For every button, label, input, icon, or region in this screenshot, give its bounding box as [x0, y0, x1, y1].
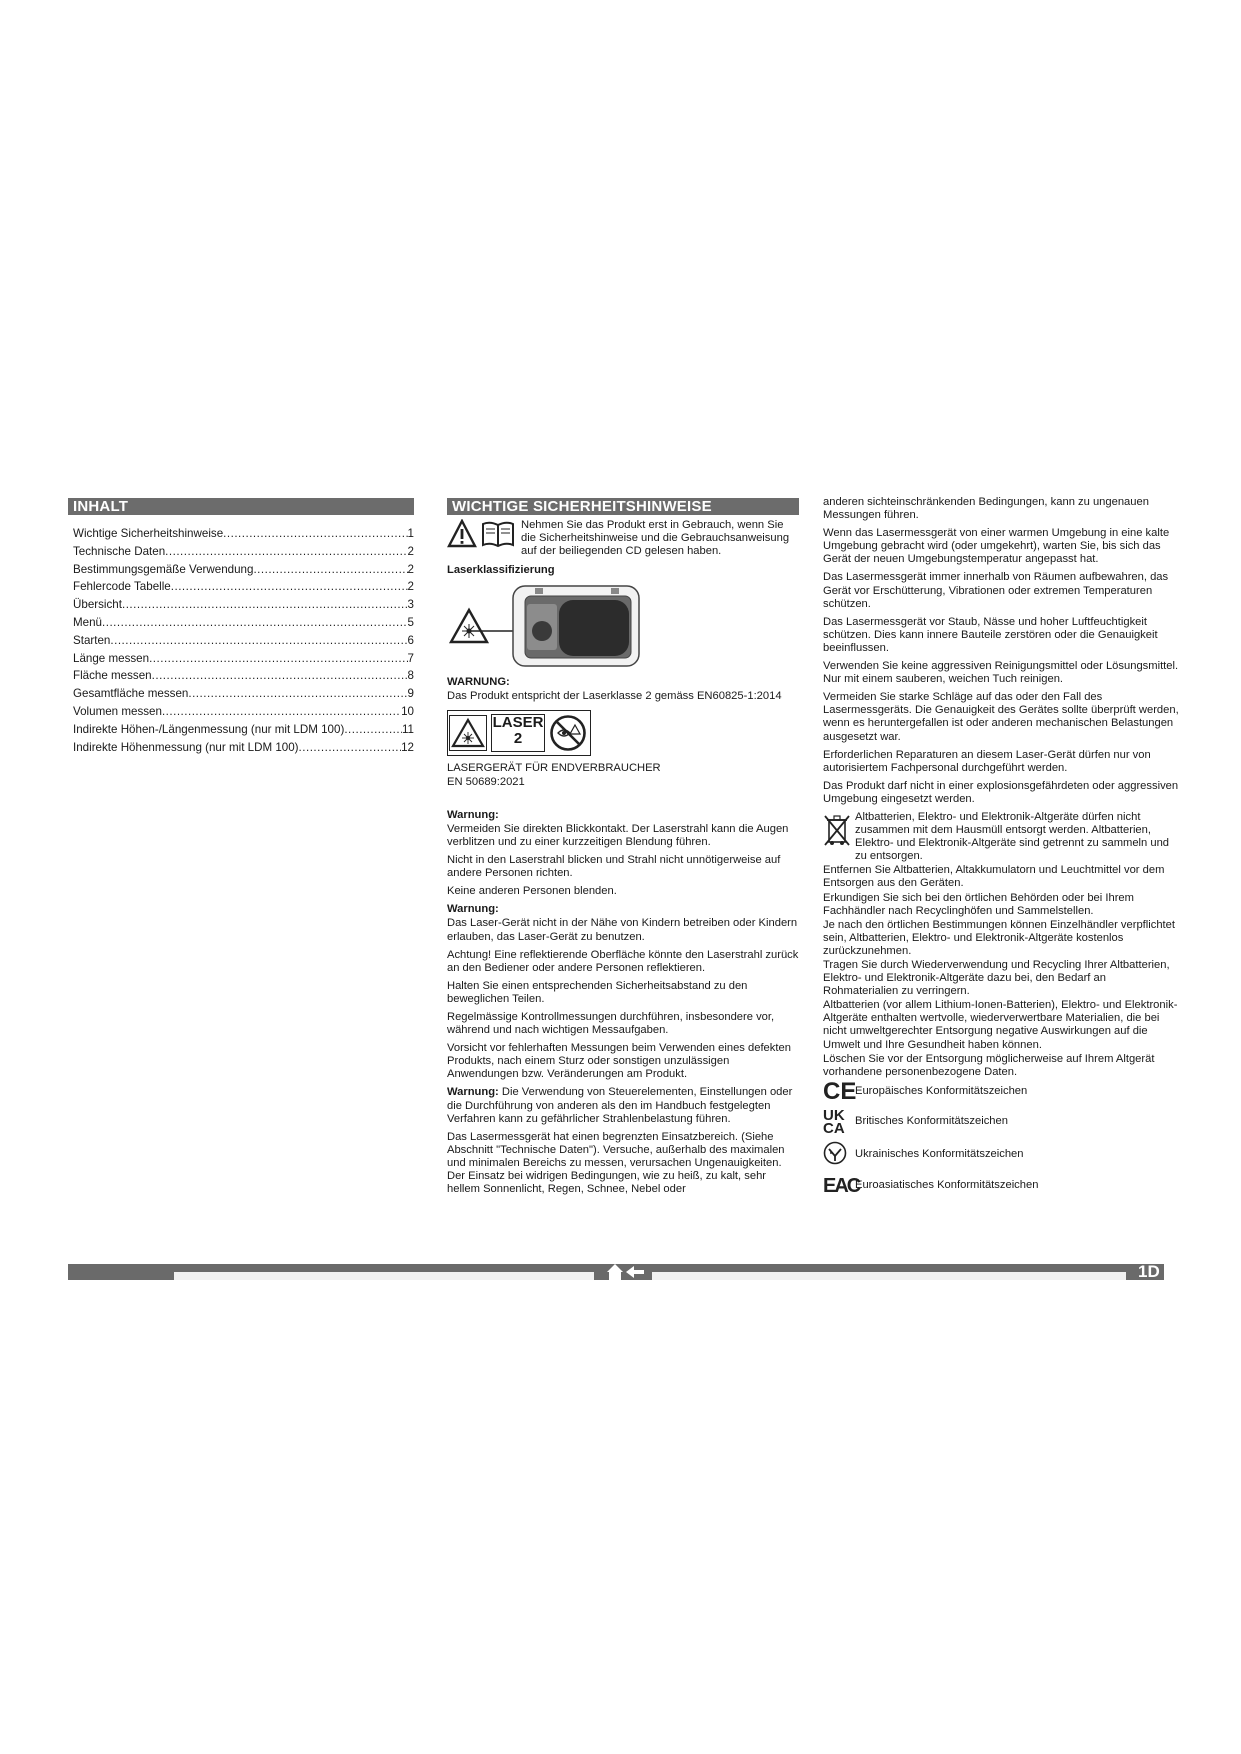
toc-entry-page: 10: [401, 704, 414, 718]
toc-entry-page: 2: [407, 544, 414, 558]
safety-paragraph: Achtung! Eine reflektierende Oberfläche könnte den Laserstrahl zurück an den Bediener oder andere Personen reflektieren.: [447, 948, 799, 974]
toc-entry-label: Volumen messen: [73, 704, 162, 718]
toc-leader-dots: [223, 525, 407, 543]
toc-entry-label: Fehlercode Tabelle: [73, 580, 171, 594]
info-paragraph: anderen sichteinschränkenden Bedingungen, kann zu ungenauen Messungen führen.: [823, 496, 1149, 522]
toc-entry[interactable]: [73, 578, 414, 596]
toc-entry[interactable]: [73, 543, 414, 561]
toc-title: INHALT: [68, 498, 414, 515]
toc-leader-dots: [165, 543, 407, 561]
toc-entry-page: 9: [407, 687, 414, 701]
toc-entry-label: Übersicht: [73, 598, 122, 612]
toc-entry[interactable]: [73, 596, 414, 614]
ukca-mark-icon: UK CA: [823, 1106, 845, 1137]
ua-text: Ukrainisches Konformitätszeichen: [855, 1148, 1024, 1161]
laser-class-text: LASER 2: [491, 714, 545, 752]
safety-paragraph: Warnung: Die Verwendung von Steuerelementen, Einstellungen oder die Durchführung von anderen als den im Handbuch festgelegten Verfahren kann zu gefährlicher Strahlenbelastung führen.: [447, 1086, 793, 1125]
toc-entry-page: 3: [407, 598, 414, 612]
ce-text: Europäisches Konformitätszeichen: [855, 1085, 1028, 1098]
toc-entry-page: 5: [407, 615, 414, 629]
info-paragraph: Das Lasermessgerät immer innerhalb von Räumen aufbewahren, das Gerät vor Erschütterung, Vibrationen oder extremen Temperaturen schützen.: [823, 571, 1169, 610]
toc-leader-dots: [344, 721, 402, 739]
laser-class-heading: Laserklassifizierung: [447, 564, 555, 577]
toc-entry-page: 7: [407, 651, 414, 665]
weee-block: [823, 811, 1183, 864]
toc-entry-page: 1: [407, 527, 414, 540]
weee-text: Altbatterien, Elektro- und Elektronik-Altgeräte dürfen nicht zusammen mit dem Hausmüll entsorgt werden. Altbatterien, Elektro- und Elektronik-Altgeräte sind getrennt zu sammeln und zu entsorgen.: [855, 810, 1170, 863]
toc-entry-page: 2: [407, 562, 414, 576]
no-stare-into-beam-icon: [549, 714, 587, 752]
safety-paragraph: Vermeiden Sie direkten Blickkontakt. Der Laserstrahl kann die Augen verblitzen und zu einer kurzzeitigen Blendung führen.: [447, 822, 789, 848]
safety-paragraph: Keine anderen Personen blenden.: [447, 885, 617, 898]
toc-leader-dots: [102, 614, 408, 632]
toc-entry-label: Bestimmungsgemäße Verwendung: [73, 562, 254, 576]
ua-conformity-icon: [823, 1141, 847, 1165]
home-back-icon[interactable]: [604, 1262, 650, 1282]
safety-paragraph: Regelmässige Kontrollmessungen durchführen, insbesondere vor, während und nach wichtigen Messaufgaben.: [447, 1010, 775, 1037]
info-paragraph: Altbatterien (vor allem Lithium-Ionen-Batterien), Elektro- und Elektronik-Altgeräte enthalten wertvolle, wiederverwertbare Materialien, die bei nicht umweltgerechter Entsorgung negative Auswirkungen auf die Umwelt und Ihre Gesundheit haben können.: [823, 999, 1178, 1051]
toc-leader-dots: [188, 685, 407, 703]
ukca-row: [823, 1106, 1183, 1137]
safety-intro: [447, 519, 799, 558]
info-paragraph: Das Produkt darf nicht in einer explosionsgefährdeten oder aggressiven Umgebung eingesetzt werden.: [823, 779, 1179, 805]
info-paragraph: Erforderlichen Reparaturen an diesem Laser-Gerät dürfen nur von autorisiertem Fachpersonal durchgeführt werden.: [823, 748, 1151, 774]
info-paragraph: Wenn das Lasermessgerät von einer warmen Umgebung in eine kalte Umgebung gebracht wird (oder umgekehrt), warten Sie, bis sich das Gerät der neuen Umgebungstemperatur angepasst hat.: [823, 527, 1170, 566]
toc-entry-label: Gesamtfläche messen: [73, 687, 189, 701]
device-illustration: [447, 582, 799, 670]
toc-entry-label: Länge messen: [73, 651, 150, 665]
toc-entry-page: 6: [407, 633, 414, 647]
warnung-heading-2: Warnung:: [447, 903, 499, 916]
safety-intro-text: Nehmen Sie das Produkt erst in Gebrauch, wenn Sie die Sicherheitshinweise und die Gebrauchsanweisung auf der beiliegenden CD gelesen haben.: [521, 519, 790, 558]
crossed-bin-icon: [823, 813, 851, 847]
toc-entry-page: 8: [407, 669, 414, 683]
safety-paragraph: Das Laser-Gerät nicht in der Nähe von Kindern betreiben oder Kindern erlauben, das Laser-Gerät zu benutzen.: [447, 917, 798, 943]
ukca-text: Britisches Konformitätszeichen: [855, 1115, 1008, 1128]
toc-entry-label: Indirekte Höhen-/Längenmessung (nur mit LDM 100): [73, 722, 345, 736]
toc-entry-page: 11: [401, 722, 414, 736]
toc-entry[interactable]: [73, 650, 414, 668]
laser-warning-icon: [451, 610, 487, 642]
toc-leader-dots: [149, 650, 407, 668]
toc-leader-dots: [162, 703, 401, 721]
toc-entry-page: 2: [407, 580, 414, 594]
toc-entry[interactable]: [73, 525, 414, 543]
toc-entry[interactable]: [73, 667, 414, 685]
safety-paragraph: Das Lasermessgerät hat einen begrenzten Einsatzbereich. (Siehe Abschnitt "Technische Daten"). Versuche, außerhalb des maximalen und minimalen Bereichs zu messen, verursachen Ungenauigkeiten. Der Einsatz bei widrigen Bedingungen, wie zu heiß, zu kalt, sehr hellem Sonnenlicht, Regen, Schnee, Nebel oder: [447, 1130, 785, 1196]
info-paragraph: Das Lasermessgerät vor Staub, Nässe und hoher Luftfeuchtigkeit schützen. Dies kann innere Bauteile zerstören oder die Genauigkeit beeinflussen.: [823, 615, 1158, 654]
toc-leader-dots: [110, 632, 407, 650]
toc-list: [68, 525, 414, 756]
info-paragraph: Tragen Sie durch Wiederverwendung und Recycling Ihrer Altbatterien, Elektro- und Elektronik-Altgeräte dazu bei, den Bedarf an Rohmaterialien zu verringern.: [823, 959, 1170, 998]
warnung-heading-1: Warnung:: [447, 808, 499, 821]
toc-entry-label: Starten: [73, 633, 111, 647]
toc-entry-label: Fläche messen: [73, 669, 152, 683]
toc-entry-label: Wichtige Sicherheitshinweise: [73, 527, 224, 540]
toc-leader-dots: [122, 596, 408, 614]
toc-entry-label: Indirekte Höhenmessung (nur mit LDM 100): [73, 740, 299, 754]
toc-entry[interactable]: [73, 685, 414, 703]
toc-entry-label: Menü: [73, 615, 103, 629]
toc-leader-dots: [171, 578, 408, 596]
info-paragraph: Erkundigen Sie sich bei den örtlichen Behörden oder bei Ihrem Fachhändler nach Recyclinghöfen und Sammelstellen.: [823, 891, 1134, 917]
ua-row: [823, 1141, 1183, 1169]
eac-row: [823, 1175, 1183, 1197]
ce-mark-icon: CE: [823, 1077, 857, 1105]
toc-entry[interactable]: [73, 703, 414, 721]
laser-device-drawing: [447, 582, 799, 670]
safety-paragraph: Nicht in den Laserstrahl blicken und Strahl nicht unnötigerweise auf andere Personen richten.: [447, 854, 781, 880]
safety-title: WICHTIGE SICHERHEITSHINWEISE: [447, 498, 799, 515]
info-paragraph: Je nach den örtlichen Bestimmungen können Einzelhändler verpflichtet sein, Altbatterien, Elektro- und Elektronik-Altgeräte kostenlos zurückzunehmen.: [823, 918, 1175, 957]
info-paragraph: Vermeiden Sie starke Schläge auf das oder den Fall des Lasermessgeräts. Die Genauigkeit des Gerätes sollte überprüft werden, wenn es heruntergefallen ist oder anderen mechanischen Belastungen ausgesetzt war.: [823, 691, 1179, 743]
consumer-line-2: EN 50689:2021: [447, 775, 525, 788]
toc-leader-dots: [253, 561, 407, 579]
toc-leader-dots: [299, 739, 402, 757]
page-footer: [0, 1262, 1241, 1282]
toc-leader-dots: [152, 667, 408, 685]
laser-class-label: [447, 710, 591, 756]
safety-paragraph: Halten Sie einen entsprechenden Sicherheitsabstand zu den beweglichen Teilen.: [447, 979, 748, 1005]
warning-heading: WARNUNG:: [447, 676, 510, 689]
toc-entry-page: 12: [401, 740, 414, 754]
safety-section: [447, 498, 799, 1201]
toc-entry[interactable]: [73, 614, 414, 632]
ce-row: [823, 1077, 1183, 1105]
laser-device-body: [513, 586, 639, 666]
toc-entry[interactable]: [73, 721, 414, 739]
toc-section: [68, 498, 414, 756]
eac-text: Euroasiatisches Konformitätszeichen: [855, 1179, 1039, 1192]
disposal-section: [823, 496, 1183, 1203]
manual-book-icon: [480, 519, 516, 549]
laser-warning-small-icon: [449, 715, 487, 751]
warning-triangle-icon: [447, 519, 477, 549]
toc-entry-label: Technische Daten: [73, 544, 166, 558]
info-paragraph: Verwenden Sie keine aggressiven Reinigungsmittel oder Lösungsmittel. Nur mit einem sauberen, weichen Tuch reinigen.: [823, 660, 1179, 686]
info-paragraph: Entfernen Sie Altbatterien, Altakkumulatorn und Leuchtmittel vor dem Entsorgen aus den Geräten.: [823, 864, 1165, 890]
warning-text: Das Produkt entspricht der Laserklasse 2 gemäss EN60825-1:2014: [447, 690, 782, 703]
info-paragraph: Löschen Sie vor der Entsorgung möglicherweise auf Ihrem Altgerät vorhandene personenbezogene Daten.: [823, 1052, 1155, 1078]
eac-mark-icon: EAC: [823, 1174, 860, 1197]
consumer-line-1: LASERGERÄT FÜR ENDVERBRAUCHER: [447, 761, 661, 774]
safety-paragraph: Vorsicht vor fehlerhaften Messungen beim Verwenden eines defekten Produkts, nach einem Sturz oder sonstigen unzulässigen Anwendungen bzw. Veränderungen am Produkt.: [447, 1042, 791, 1081]
page-number: 1D: [1138, 1262, 1160, 1281]
toc-entry[interactable]: [73, 561, 414, 579]
toc-entry[interactable]: [73, 632, 414, 650]
toc-entry[interactable]: [73, 739, 414, 757]
